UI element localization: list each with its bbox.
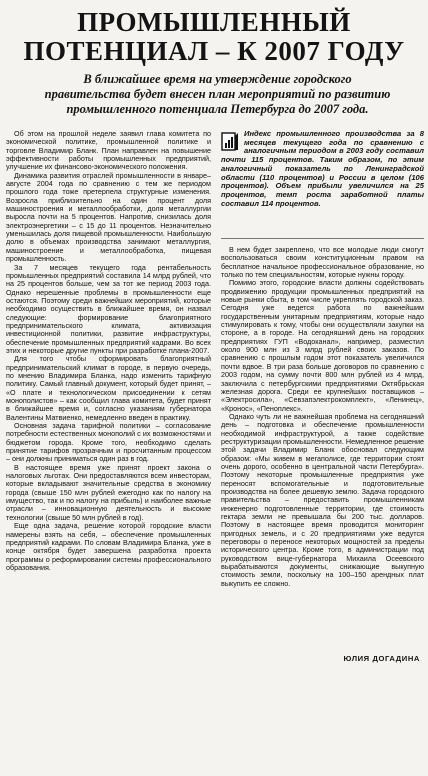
paragraph: Однако чуть ли не важнейшая проблема на сегодняшний день – подготовка и обеспечение промышленности необходимой инфраструктурой, а также содействие реструктуризации промышленности. Немедленное решение этой задачи Владимир Бланк обосновал следующим образом: «Мы живем в мегаполисе, где территории стоят очень дорого, особенно в центральной части Петербурга». Поэтому некоторые промышленные предприятия уже переносят вспомогательные и подготовительные производства на более дешевую землю. Задача городского правительства – предоставить промышленникам инженерно подготовленные территории, где стоимость гектара земли не превышала бы 200 тыс. долларов. Поэтому в настоящее время проводится мониторинг пригодных земель, и с 20 предприятиями уже ведутся переговоры о переносе некоторых мощностей за пределы исторического центра. Кроме того, в администрации под руководством вице-губернатора Михаила Осеевского вырабатываются документы, снижающие выкупную стоимость земли, поскольку на 100–150 арендных плат выкупить ее сложно. [221, 411, 424, 588]
paragraph: Об этом на прошлой неделе заявил глава комитета по экономической политике, промышленной политике и торговле Владимир Бланк. План направлен на повышение эффективности работы промышленных предприятий, улучшение их финансово-экономического положения. [6, 130, 211, 172]
paragraph: Основная задача тарифной политики – согласование потребности естественных монополий с их возможностями и бюджетом города. Кроме того, необходимо сделать принятие тарифов прозрачным и просчитанным процессом – они должны приниматься один раз в год. [6, 421, 211, 464]
headline-line-1: ПРОМЫШЛЕННЫЙ [77, 7, 351, 37]
paragraph: Для того чтобы сформировать благоприятный предпринимательский климат в городе, в первую очередь, по мнению Владимира Бланка, надо изменить тарифную политику. Самый главный документ, который будет принят, – «О плате и технологическом присоединении к сетям монополистов» – как сообщил глава комитета, будет принят в ближайшее время и, согласно указаниям губернатора Валентины Матвиенко, немедленно введен в практику. [6, 354, 211, 422]
headline-line-2: ПОТЕНЦИАЛ – К 2007 ГОДУ [23, 36, 405, 66]
fact-box [221, 130, 424, 239]
byline: ЮЛИЯ ДОГАДИНА [343, 654, 420, 663]
left-column [6, 130, 211, 660]
paragraph: Динамика развития отраслей промышленности в январе–августе 2004 года по сравнению с тем же периодом прошлого года тоже претерпела структурные изменения. Возросла приблизительно на один процент доля машиностроения и металлообработки, доля металлургии выросла почти на 5 процентов. Напротив, снизилась доля электроэнергетики – с 15 до 11 процентов. Незначительно уменьшилась доля пищевой промышленности. Наибольшую долю в объемах производства занимают металлургия, машиностроение и металлообработка, пищевая промышленность. [6, 170, 211, 264]
headline [10, 8, 418, 66]
right-column [221, 246, 424, 776]
paragraph: За 7 месяцев текущего года рентабельность промышленных предприятий составила 14 млрд рублей, что на 25 процентов больше, чем за тот же период 2003 года. Однако нерешенные проблемы в промышленности еще остаются. Поэтому среди важнейших мероприятий, которые необходимо осуществить в ближайшее время, он назвал следующие: формирование благоприятного предпринимательского климата, активизация инвестиционной политики, развитие инфраструктуры, обеспечение промышленных предприятий кадрами. Во всех этих и некоторые другие пункты при разработке плана-2007. [6, 262, 211, 355]
fact-box-text: Индекс промышленного производства за 8 месяцев текущего года по сравнению с аналогичным периодом в 2003 году составил почти 115 процентов. Таким образом, по этим аналогичный показатель по Ленинградской области (110 процентов) и России в целом (106 процентов). Объем прибыли увеличился на 25 процентов, темп роста заработной платы составил 114 процентов. [221, 129, 424, 208]
paragraph: Помимо этого, городские власти должны содействовать продвижению продукции промышленных предприятий на новые рынки сбыта, в том числе укреплять городской заказ. Сегодня уже ведется работа по важнейшим государственным унитарным предприятиям, которые надо стимулировать к тому, чтобы они осуществляли закупки на стороне, а в городе. На сегодняшний день на городских предприятиях ГУП «Водоканал», например, разместил около 900 млн из 3 млрд рублей своих заказов. По сравнению с прошлым годом этот показатель увеличился почти вдвое. В три раза больше договоров по сравнению с 2003 годом, на сумму почти 800 млн рублей из 4 млрд, заключила с петербургскими предприятиями Октябрьская железная дорога. Среди ее крупнейших поставщиков – «Электросила», «Севзапэлектрокомплект», «Ленинец», «Кронос», «Пеноплекс». [221, 278, 424, 413]
paragraph: В нем будет закреплено, что все молодые люди смогут воспользоваться своим конституционным правом на бесплатное начальное профессиональное образование, но только по тем специальностям, которые нужны городу. [221, 246, 424, 280]
paragraph: В настоящее время уже принят проект закона о налоговых льготах. Они предоставляются всем инвесторам, которые вкладывают значительные средства в экономику города (свыше 150 млн рублей ежегодно как по налогу на имущество, так и по налогу на прибыль) и наиболее важные отрасли – инновационную деятельность и высокие технологии (свыше 50 млн рублей в год). [6, 462, 211, 522]
paragraph: Еще одна задача, решение которой городские власти намерены взять на себя, – обеспечение промышленных предприятий кадрами. По словам Владимира Бланка, уже в конце октября будет завершена разработка проекта программы о реформировании системы профессионального образования. [6, 521, 211, 572]
lead-paragraph: В ближайшее время на утверждение городского правительства будет внесен план мероприятий по развитию промышленного потенциала Петербурга до 2007 года. [44, 72, 391, 116]
document-stats-icon [221, 132, 239, 152]
